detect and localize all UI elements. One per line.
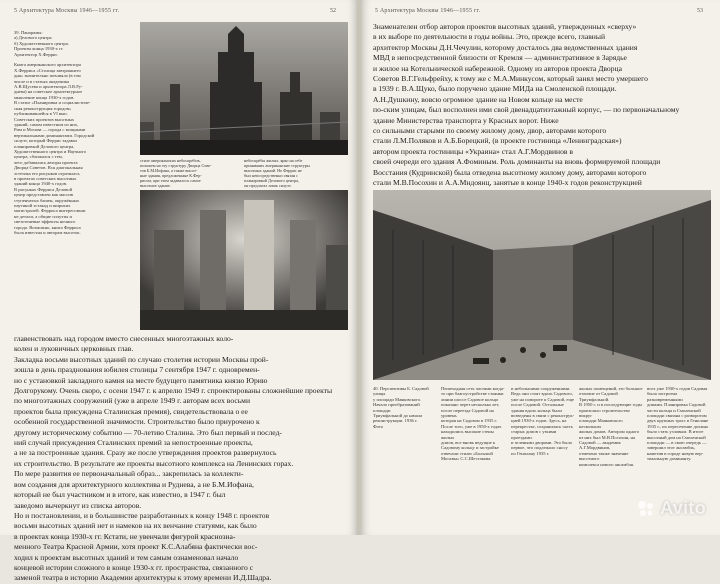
figure-caption-a: стиле американских небоскрёбов, похожем на эту структуру Дворца Сове- тов Б.М.Иофана, а также высот- ные здания, предложенные К.Фер- рисом, при этом задавалось самое высотное здание. xyxy=(140,158,212,188)
avito-watermark xyxy=(636,498,706,519)
right-page-number: 53 xyxy=(697,8,703,14)
figure-business-center xyxy=(140,22,348,155)
left-page-number: 52 xyxy=(330,8,336,14)
street-photo xyxy=(373,190,711,380)
caption-column-3: и небольшими сооружениями. Ведь они стоят вдоль Садового, уже на повороте к Садовой, еще после Садовой. Остальные здания вдоль кольца были возведены в связи с реконструк- цией 1930-х годов. Здесь, на перекрестке, сохранилась часть старых домов с узкими проездами и зелеными дворами. Это было первое, что подлежало сносу по Генплану 1935 г. xyxy=(511,386,575,456)
left-side-caption: 39. Панорамы: а) Делового центра б) Художественного центра. Проекты конца 1930-х гг. Архитектор Х.Феррис Книга американского архитектора Х.Ферриса «Столица завтрашнего дня» значительно повлияла (в том числе и в статьях академика А.В.Щусева и архитектора Л.В.Ру- днева) на советское архитектурное мышление конца 1930-х годов. В статье «Планировка и социалистиче- ская реконструкция городов» публиковавшейся в VI вып. Советских проектов высотных зданий, самом известном из них, Рим и Москва — города с мощными вертикальными доминантами. Городской силуэт, который Феррис задавал планировкой Делового центра, Художественного центра и Научного центра, сближался с тем, чего добивались авторы проекта Дворца Советов. Вся диагональная эстетика его рисунков отразилась в проектах советских высотных зданий конца 1940-х годов. В рисунках Ферриса Деловой центр представлен как массив ступенчатых башен, окружённых паутиной эстакад и широких магистралей. Ферриса интересовали не детали, а общие силуэты и светотеневые эффекты ночного города. Возможно, книга Ферриса была известна и авторам высоток. xyxy=(14,30,95,236)
avito-logo-icon xyxy=(636,499,656,519)
figure-caption-40: 40. Перспективы Б. Садовой улицы у площади Маяковского. Начало преобразований площади Триумфальной до начала реконструкции. 1936 г. Фото xyxy=(373,386,429,429)
left-body-text: главенствовать над городом вместо снесенных многоэтажных коло- колен и луковичных церковных глав. Закладка восьми высотных зданий по случаю столетия истории Москвы прой- зошла в день празднования юбилея столицы 7 сентября 1947 г. одновремен- но с установкой закладного камня на месте будущего памятника князю Юрию Долгорукому. Очень скоро, с осени 1947 г. к апрелю 1949 г. спроектированы сложнейшие проекты по многоэтажных сооружений (уже в апреле 1949 г. авторам всех восьми проектов была присуждена Сталинская премия), свидетельствовала о ее особенной государственной значимости. Строительство было приурочено к другому историческому событию — 70-летию Сталина. Это был первый и послед- ний случай присуждения Сталинских премий за непостроенные проекты, а не за построенные здания. Сразу же после утверждения проектов развернулось их строительство. В результате же проекты высотного комплекса на Ленинских горах. По мере развития ее первоначальный образ... закрепилась за коллекти- вом создания для архитектурного коллектива и Руднева, а не Б.М.Иофана, который не был участником и в итоге, как известно, в 1947 г. был заведомо вычеркнут из списка авторов. Но и постановлении, и в большинстве разработанных к концу 1948 г. проектов восьми высотных зданий нет и намеков на их венчание статуями, как было в проектах конца 1930-х гг. Кстати, не увенчали фигурой краснозна- менного Театра Красной Армии, хотя проект К.С.Алабяна фактически вос- ходил к проектам высотных зданий и тем самым ознаменовал начало концевой истории сложного в конце 1930-х гг. пространства, связанного с заменой театра в историю Академии архитектуры к этому времени И.Д.Шадра. xyxy=(14,334,333,583)
left-page xyxy=(0,0,357,583)
caption-column-5: всех уже 1930-х годов Садовая была застроена разновременными домами. Планировка Садовой части кольца и Смоленской площади связана с разворотом двух крупных трасс в Генплане 1935 г., их пересечение должно было стать узловым. В итоге высотный дом на Смоленской площади — в свою очередь — завершил этот ансамбль, наметив в городе новую вер- тикальную доминанту. xyxy=(647,386,709,462)
watermark-text: Avito xyxy=(660,498,706,518)
figure-caption-b: небоскрёбы жилых, ярко на себе принявших американские структуры высотных зданий. Но Феррис не был непосредственно связан с планировкой Делового центра, он предлагал лишь силуэт. xyxy=(244,158,310,188)
right-body-text: Знаменателен отбор авторов проектов высотных зданий, утвержденных «сверху» в их выборе по деятельности в годы войны. Это, прежде всего, главный архитектор Москвы Д.Н.Чечулин, которому досталось два ведомственных здания МВД в непосредственной близости от Кремля — административное в Зарядье и жилое на Котельнической набережной. Одному из авторов проекта Дворца Советов В.Г.Гельфрейху, к тому же с М.А.Минкусом, который занял место умершего в 1939 г. В.А.Щуко, было поручено здание МИДа на Смоленской площади. А.Н.Душкину, вовсю огромное здание на Новом кольце на месте по-ским улицам, был восполнен ими свой двенадцатиэтажный корпус, — по первоначальному здание Министерства транспорта у Красных ворот. Ниже со сильными старыми по своему жилому дому, двор, авторами которого стали Л.М.Поляков и А.Б.Борецкий, (в проекте гостиница «Ленинградская») автором проекта гостиницы «Украина» стал А.Г.Мордвинов в своей очереди его здания А.Фоминым. Роль доминанты на вновь формируемой площади Восстания (Кудринской) была отведена высотному жилому дому, авторами которого стали М.В.Посохин и А.А.Мндоянц, занятые в конце 1940-х годов реконструкцией xyxy=(373,22,680,188)
caption-column-2: Пешеходная сеть частями когда- то при благоустройстве стоянки линии шоссе Садовое кольцо показано через несколько лет, после переезда Садовой на уровень которая на Садовом в 1935 г. После того, уже в 1950-х годах находились высокие стены жилых домов, все вновь ведущие к Садовому кольцу и застройке отвечали стилю «Большой Москвы» С.С.Шестакова. xyxy=(441,386,505,462)
skyscraper-illustration-a xyxy=(140,22,348,155)
figure-sadovaya-street xyxy=(373,190,711,380)
skyscraper-illustration-b xyxy=(140,190,348,330)
figure-art-center xyxy=(140,190,348,330)
right-page xyxy=(361,0,720,535)
right-running-head: 5 Архитектура Москвы 1946—1955 гг. xyxy=(375,8,481,14)
caption-column-4: жилых помещений, это большое отличие от Садовой Триумфальной. В 1950 г. и в последующие годы произошло строительство вокруг площади Маяковского нескольких жилых домов. Автором одного из них был М.В.Посохин, на Садовой — академик А.Г.Мордвинов, отмечено также значение высотного комплекса нового ансамбля. xyxy=(579,386,643,467)
left-running-head: 5 Архитектура Москвы 1946—1955 гг. xyxy=(14,8,120,14)
